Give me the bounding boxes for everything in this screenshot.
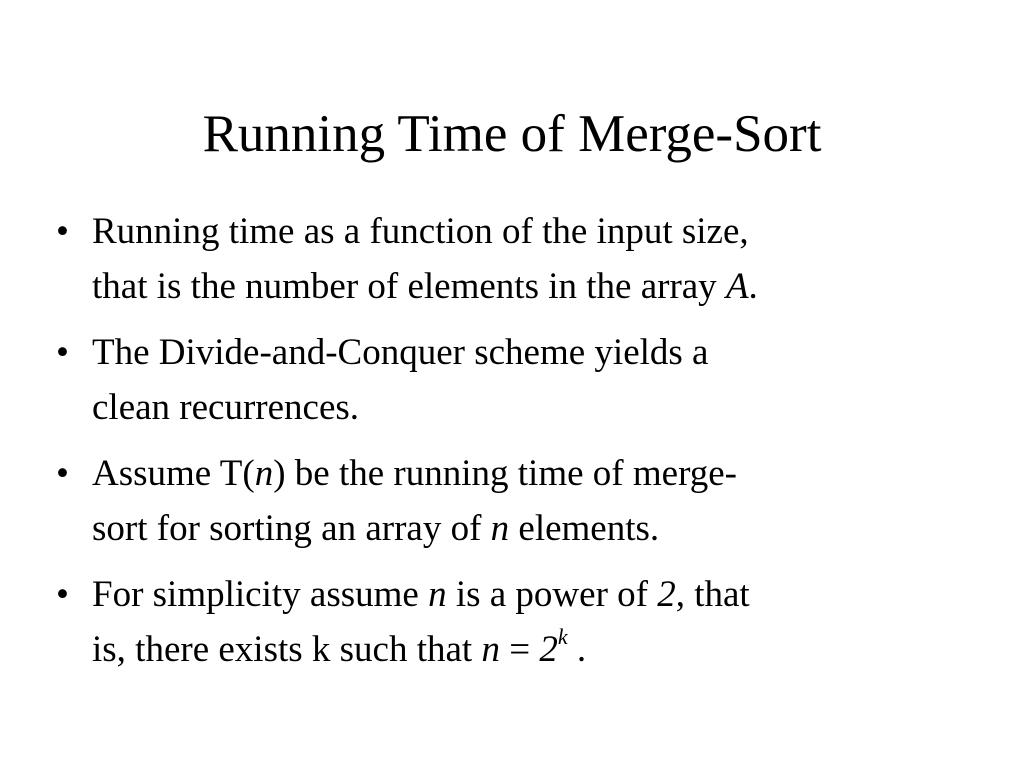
bullet-marker: • [56,211,69,252]
bullet-marker: • [56,332,69,373]
math-variable: n [254,453,274,494]
math-variable: n [428,574,447,615]
bullet-item [56,325,956,435]
bullet-text: . [748,266,758,307]
bullet-item [56,567,956,677]
bullet-text: that is the number of elements in the array [92,266,726,307]
bullet-marker: • [56,574,69,615]
math-equals: = [499,629,540,670]
bullet-text: clean recurrences. [92,387,360,428]
bullet-text: , that [675,574,750,615]
bullet-text: is, there exists k such that [92,629,482,670]
bullet-item [56,204,956,314]
math-variable: n [481,629,500,670]
bullet-item [56,446,956,556]
bullet-marker: • [56,453,69,494]
math-variable: n [490,508,510,549]
bullet-line [92,204,956,259]
math-constant: 2 [657,574,676,615]
bullet-line [92,501,956,556]
bullet-text: elements. [509,508,660,549]
bullet-text: The Divide-and-Conquer scheme yields a [92,332,709,373]
math-variable: A [725,266,749,307]
bullet-line [92,446,956,501]
bullet-text: ) be the running time of merge- [273,453,737,494]
bullet-text: For simplicity assume [92,574,429,615]
math-base: 2 [539,629,558,670]
bullet-line [92,380,956,435]
bullet-line [92,325,956,380]
math-exponent: k [557,624,568,649]
bullet-text: Running time as a function of the input size, [92,211,749,252]
bullet-text: sort for sorting an array of [92,508,491,549]
bullet-text: is a power of [446,574,658,615]
bullet-text: . [567,629,587,670]
bullet-list [56,204,956,688]
slide-title: Running Time of Merge-Sort [202,105,822,163]
bullet-line [92,622,956,677]
bullet-line [92,567,956,622]
bullet-text: Assume T( [92,453,255,494]
bullet-line [92,259,956,314]
